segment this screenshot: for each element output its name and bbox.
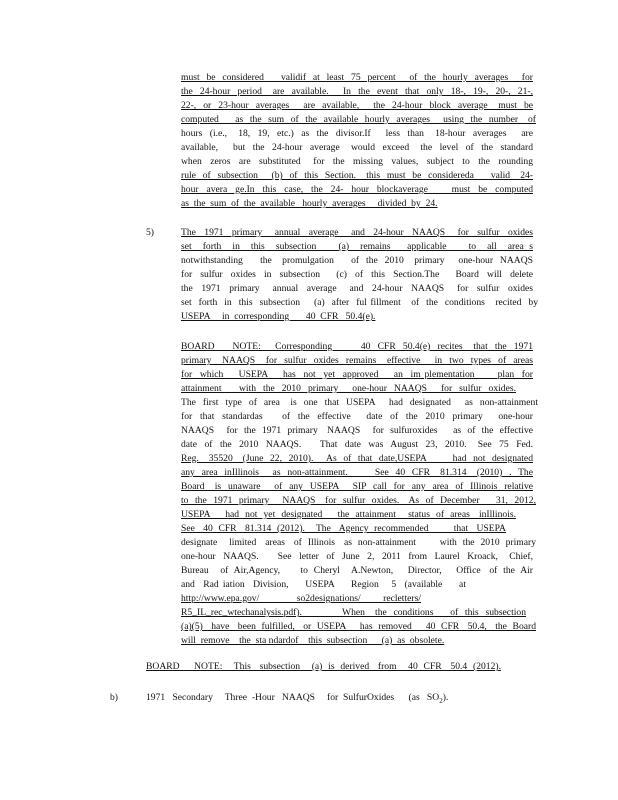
text-line: as the sum of the available hourly averages divided by 24. <box>181 198 438 209</box>
text-line: when zeros are substituted for the missing values, subject to the rounding <box>181 156 533 167</box>
text-line: date of the 2010 NAAQS. That date was August 23, 2010. See 75 Fed. <box>181 439 533 450</box>
text-line: hour avera ge.In this case, the 24- hour blockaverage must be computed <box>181 184 533 195</box>
text-line: to the 1971 primary NAAQS for sulfur oxides. As of December 31, 2012, <box>181 495 536 506</box>
text-line: Reg. 35520 (June 22, 2010). As of that date,USEPA had not designated <box>181 453 533 464</box>
heading-item-b-subscript: 2 <box>439 696 443 705</box>
text-line: designate limited areas of Illinois as non-attainment with the 2010 primary <box>181 537 536 548</box>
list-marker-b: b) <box>110 692 118 703</box>
text-line: USEPA in corresponding 40 CFR 50.4(e). <box>181 311 376 322</box>
text-line: the 24-hour period are available. In the event that only 18-, 19-, 20-, 21-, <box>181 86 533 97</box>
text-line: (a)(5) have been fulfilled, or USEPA has removed 40 CFR 50.4, the Board <box>181 621 536 632</box>
board-note-subsection-a: BOARD NOTE: This subsection (a) is derived from 40 CFR 50.4 (2012). <box>146 661 501 672</box>
text-line: NAAQS for the 1971 primary NAAQS for sulfuroxides as of the effective <box>181 425 533 436</box>
text-line: and Rad iation Division, USEPA Region 5 (available at <box>181 579 466 590</box>
text-line: must be considered validif at least 75 percent of the hourly averages for <box>181 72 533 83</box>
text-line: primary NAAQS for sulfur oxides remains effective in two types of areas <box>181 355 533 366</box>
text-line: any area inIllinois as non-attainment. See 40 CFR 81.314 (2010) . The <box>181 467 533 478</box>
heading-item-b-tail: ). <box>442 692 449 703</box>
text-line: rule of subsection (b) of this Section. this must be considereda valid 24- <box>181 170 533 181</box>
list-marker: 5) <box>146 227 154 238</box>
text-line: computed as the sum of the available hourly averages using the number of <box>181 114 536 125</box>
text-line: 22-, or 23-hour averages are available, the 24-hour block average must be <box>181 100 533 111</box>
text-line: http://www.epa.gov/ so2designations/ recletters/ <box>181 593 421 604</box>
text-line: one-hour NAAQS. See letter of June 2, 2011 from Laurel Kroack, Chief, <box>181 551 533 562</box>
text-line: for which USEPA has not yet approved an im plementation plan for <box>181 369 533 380</box>
heading-item-b-text: 1971 Secondary Three -Hour NAAQS for SulfurOxides (as SO <box>146 692 440 703</box>
text-line: USEPA had not yet designated the attainment status of areas inIllinois. <box>181 509 516 520</box>
text-line: available, but the 24-hour average would exceed the level of the standard <box>181 142 533 153</box>
text-line: Board is unaware of any USEPA SIP call for any area of Illinois relative <box>181 481 533 492</box>
text-line: set forth in this subsection (a) after ful fillment of the conditions recited by <box>181 297 538 308</box>
text-line: Bureau of Air,Agency, to Cheryl A.Newton, Director, Office of the Air <box>181 565 533 576</box>
text-line: set forth in this subsection (a) remains applicable to all area s <box>181 241 533 252</box>
text-line: will remove the sta ndardof this subsection (a) as obsolete. <box>181 635 445 646</box>
text-line: for that standardas of the effective date of the 2010 primary one-hour <box>181 411 533 422</box>
text-line: The first type of area is one that USEPA had designated as non-attainment <box>181 397 538 408</box>
text-line: BOARD NOTE: Corresponding 40 CFR 50.4(e) recites that the 1971 <box>181 341 533 352</box>
text-line: notwithstanding the promulgation of the 2010 primary one-hour NAAQS <box>181 255 533 266</box>
text-line: R5_IL_rec_wtechanalysis.pdf). When the conditions of this subsection <box>181 607 526 618</box>
text-line: for sulfur oxides in subsection (c) of this Section.The Board will delete <box>181 269 533 280</box>
text-line: hours (i.e., 18, 19, etc.) as the divisor.If less than 18-hour averages are <box>181 128 533 139</box>
heading-item-b <box>146 692 448 707</box>
text-line: The 1971 primary annual average and 24-hour NAAQS for sulfur oxides <box>181 227 533 238</box>
text-line: See 40 CFR 81.314 (2012). The Agency recommended that USEPA <box>181 523 506 534</box>
text-line: attainment with the 2010 primary one-hour NAAQS for sulfur oxides. <box>181 383 516 394</box>
text-line: the 1971 primary annual average and 24-hour NAAQS for sulfur oxides <box>181 283 533 294</box>
